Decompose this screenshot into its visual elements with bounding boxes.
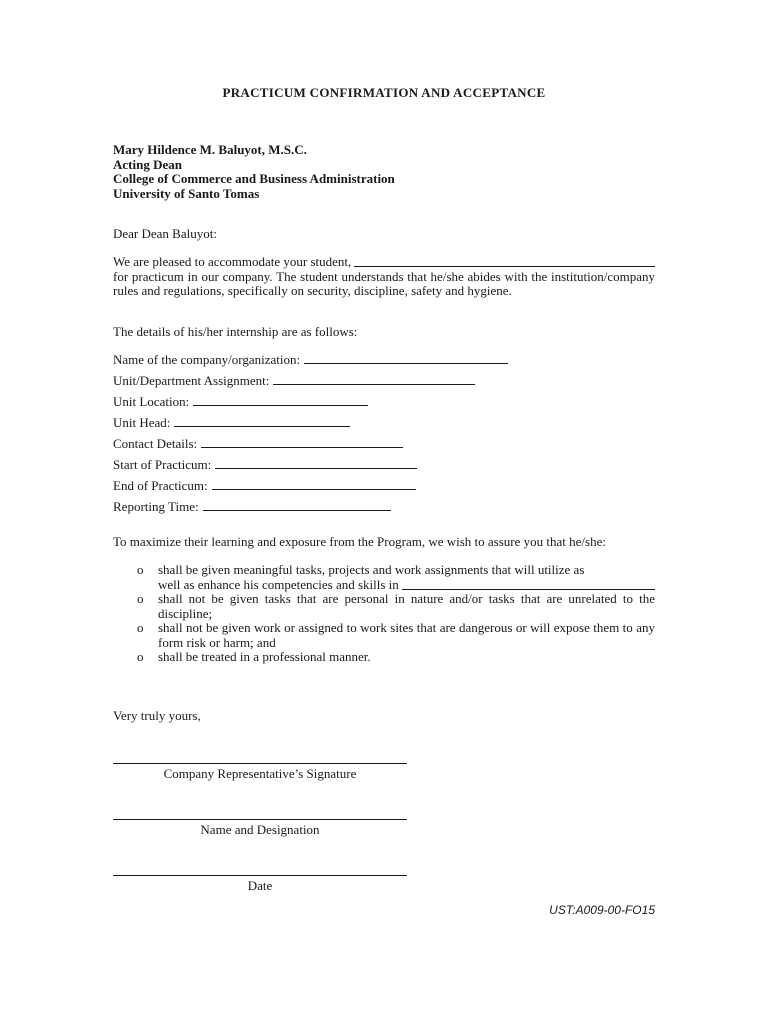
- bullet-text: shall be given meaningful tasks, projects and work assignments that will utilize as: [158, 562, 585, 577]
- addressee-name: Mary Hildence M. Baluyot, M.S.C.: [113, 142, 307, 157]
- list-item: [113, 621, 655, 650]
- assurance-list: [113, 563, 655, 665]
- bullet-text: shall not be given work or assigned to work sites that are dangerous or will expose them to any form risk or harm; and: [158, 620, 655, 650]
- field-blank[interactable]: [273, 373, 475, 385]
- details-lead: The details of his/her internship are as follows:: [113, 324, 358, 339]
- bullet-marker: o: [137, 620, 144, 635]
- student-name-blank[interactable]: [354, 255, 655, 267]
- field-unit-head: [113, 415, 508, 436]
- field-label: Start of Practicum:: [113, 457, 212, 472]
- signature-label: Date: [247, 878, 273, 893]
- field-blank[interactable]: [215, 457, 417, 469]
- field-label: Unit/Department Assignment:: [113, 373, 270, 388]
- field-company: [113, 352, 508, 373]
- list-item: [113, 592, 655, 621]
- field-blank[interactable]: [193, 394, 368, 406]
- field-reporting-time: [113, 499, 508, 520]
- closing: Very truly yours,: [113, 708, 201, 723]
- field-blank[interactable]: [201, 436, 403, 448]
- addressee-block: [113, 143, 395, 201]
- signature-block-date: [113, 875, 407, 894]
- salutation: Dear Dean Baluyot:: [113, 226, 217, 241]
- page-title: PRACTICUM CONFIRMATION AND ACCEPTANCE: [222, 85, 546, 100]
- signature-label: Name and Designation: [200, 822, 320, 837]
- field-contact-details: [113, 436, 508, 457]
- signature-block-name-designation: [113, 819, 407, 838]
- field-blank[interactable]: [174, 415, 350, 427]
- signature-block-representative: [113, 763, 407, 782]
- addressee-position: Acting Dean: [113, 156, 182, 172]
- field-unit-assignment: [113, 373, 508, 394]
- list-item: [113, 650, 655, 665]
- field-blank[interactable]: [304, 352, 508, 364]
- field-label: End of Practicum:: [113, 478, 208, 493]
- field-unit-location: [113, 394, 508, 415]
- field-label: Unit Head:: [113, 415, 171, 430]
- bullet-text: shall be treated in a professional manner.: [158, 649, 371, 664]
- field-blank[interactable]: [203, 499, 391, 511]
- field-label: Unit Location:: [113, 394, 190, 409]
- intro-body: for practicum in our company. The student understands that he/she abides with the institution/company rules and regulations, specifically on security, discipline, safety and hygiene.: [113, 268, 655, 298]
- field-label: Contact Details:: [113, 436, 198, 451]
- field-blank[interactable]: [212, 478, 416, 490]
- skills-blank[interactable]: [402, 578, 655, 590]
- field-end-of-practicum: [113, 478, 508, 499]
- addressee-college: College of Commerce and Business Administration: [113, 171, 395, 186]
- field-label: Reporting Time:: [113, 499, 199, 514]
- bullet-marker: o: [137, 591, 144, 606]
- addressee-university: University of Santo Tomas: [113, 185, 260, 201]
- intro-paragraph: [113, 255, 655, 299]
- field-start-of-practicum: [113, 457, 508, 478]
- intro-lead: We are pleased to accommodate your student,: [113, 254, 352, 269]
- list-item: [113, 563, 655, 592]
- bullet-marker: o: [137, 562, 144, 577]
- bullet-text: shall not be given tasks that are personal in nature and/or tasks that are unrelated to the discipline;: [158, 591, 655, 621]
- signature-line[interactable]: [113, 819, 407, 820]
- bullet-text: well as enhance his competencies and skills in: [158, 576, 399, 592]
- assurance-paragraph: To maximize their learning and exposure from the Program, we wish to assure you that he/she:: [113, 534, 606, 549]
- signature-line[interactable]: [113, 875, 407, 876]
- signature-label: Company Representative’s Signature: [163, 766, 357, 781]
- field-label: Name of the company/organization:: [113, 352, 301, 367]
- form-code: UST:A009-00-FO15: [549, 903, 655, 917]
- details-fields: [113, 352, 508, 520]
- signature-line[interactable]: [113, 763, 407, 764]
- bullet-marker: o: [137, 649, 144, 664]
